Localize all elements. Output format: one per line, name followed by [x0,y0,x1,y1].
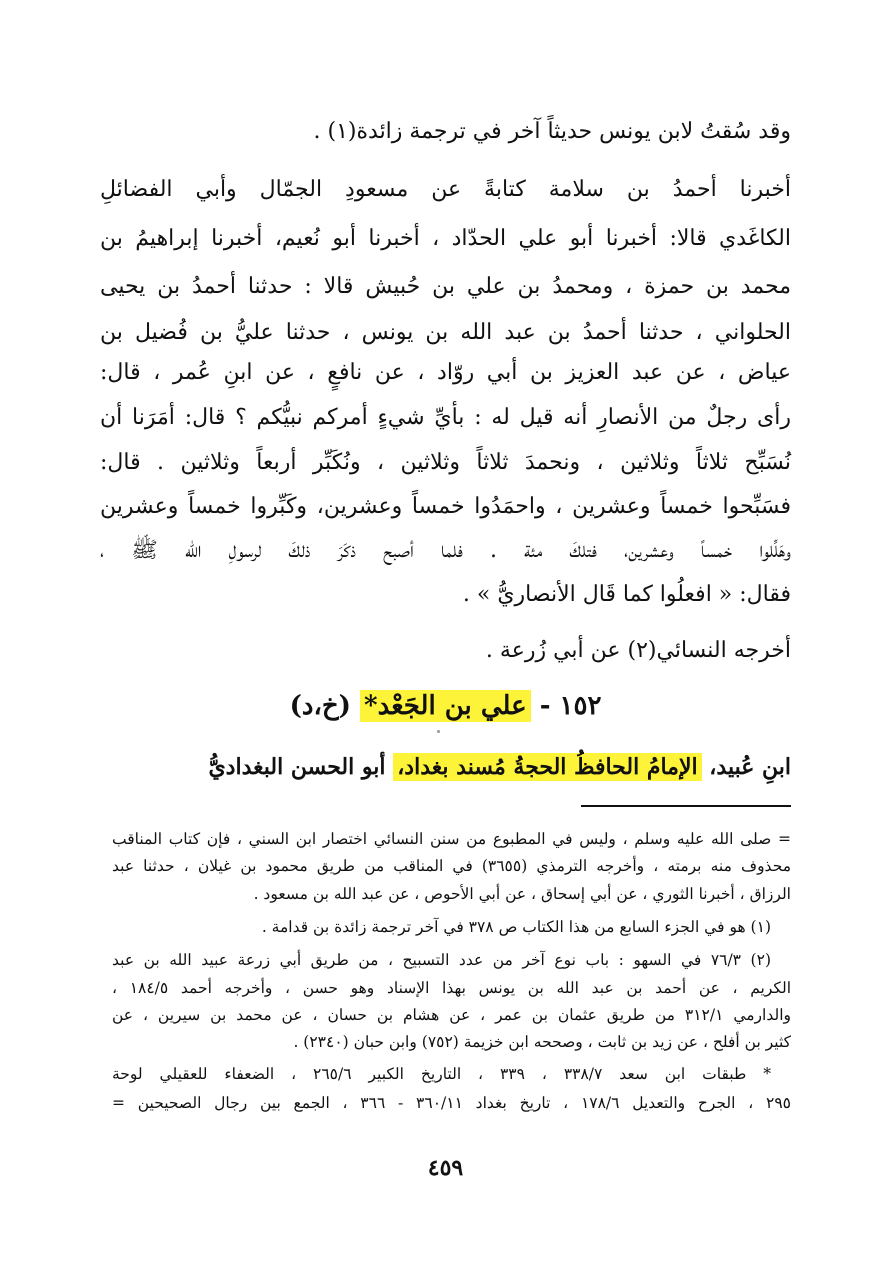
intro-line: وقد سُقتُ لابن يونس حديثاً آخر في ترجمة زائدة(١) . [313,119,791,144]
paragraph-line: الحلواني ، حدثنا أحمدُ بن عبد الله بن يونس ، حدثنا عليُّ بن فُضيل بن [100,320,791,345]
bio-highlight: الإمامُ الحافظُ الحجةُ مُسند بغداد، [393,753,701,781]
paragraph-line: فقال: « افعلُوا كما قَال الأنصاريُّ » . [462,582,791,607]
footnote-line: كثير بن أفلح ، عن زيد بن ثابت ، وصححه ابن خزيمة (٧٥٢) وابن حبان (٢٣٤٠) . [293,1033,791,1051]
paragraph-line: محمد بن حمزة ، ومحمدُ بن علي بن حُبيش قالا : حدثنا أحمدُ بن يحيى [100,274,791,299]
paragraph-line: أخبرنا أحمدُ بن سلامة كتابةً عن مسعودِ الجمّال وأبي الفضائلِ [100,177,791,202]
paragraph-line: الكاغَدي قالا: أخبرنا أبو علي الحدّاد ، أخبرنا أبو نُعيم، أخبرنا إبراهيمُ بن [100,226,791,251]
footnote-line: ٢٩٥ ، الجرح والتعديل ١٧٨/٦ ، تاريخ بغداد ٣٦٠/١١ - ٣٦٦ ، الجمع بين رجال الصحيحين = [112,1094,791,1112]
footnote-line: محذوف منه برمته ، وأخرجه الترمذي (٣٦٥٥) في المناقب من طريق محمود بن غيلان ، حدثنا عبد [112,857,791,875]
footnote-line: (١) هو في الجزء السابع من هذا الكتاب ص ٣٧٨ في آخر ترجمة زائدة بن قدامة . [261,918,771,936]
paragraph-line: وهَلِّلوا خمساً وعشرين، فتلكَ مئة . فلما أصبح ذكَرَ ذلكَ لرسولِ الله ﷺ ، [100,538,791,563]
ink-speck [437,730,440,733]
paragraph-line: رأى رجلٌ من الأنصارِ أنه قيل له : بأيِّ شيءٍ أمركم نبيُّكم ؟ قال: أمَرَنا أن [100,405,791,430]
entry-heading [0,686,891,726]
footnote-line: * طبقات ابن سعد ٣٣٨/٧ ، ٣٣٩ ، التاريخ الكبير ٢٦٥/٦ ، الضعفاء للعقيلي لوحة [112,1065,771,1083]
paragraph-line: نُسَبِّح ثلاثاً وثلاثين ، ونحمدَ ثلاثاً وثلاثين ، ونُكَبِّر أربعاً وثلاثين . قال: [100,450,791,475]
paragraph-line: عياض ، عن عبد العزيز بن أبي روّاد ، عن نافعٍ ، عن ابنِ عُمر ، قال: [100,360,791,385]
takhrij-line: أخرجه النسائي(٢) عن أبي زُرعة . [485,638,791,663]
footnote-line: والدارمي ٣١٢/١ من طريق عثمان بن عمر ، عن هشام بن حسان ، عن محمد بن سيرين ، عن [112,1006,792,1024]
footnote-line: (٢) ٧٦/٣ في السهو : باب نوع آخر من عدد التسبيح ، من طريق أبي زرعة عبيد الله بن عبد [112,951,771,969]
bio-line [100,752,791,782]
page-number: ٤٥٩ [427,1155,464,1181]
bio-prefix: ابنِ عُبيد، [709,754,791,780]
entry-codes: (خ،د) [289,691,351,721]
entry-number: ١٥٢ - [539,691,602,721]
entry-name-highlight: علي بن الجَعْد* [360,690,531,722]
footnote-divider [581,805,791,807]
footnote-line: = صلى الله عليه وسلم ، وليس في المطبوع من سنن النسائي اختصار ابن السني ، فإن كتاب المناقب [112,830,791,848]
bio-suffix: أبو الحسن البغداديُّ [208,754,386,780]
footnote-line: الرزاق ، أخبرنا الثوري ، عن أبي إسحاق ، عن أبي الأحوص ، عن عبد الله بن مسعود . [253,885,791,903]
paragraph-line: فسَبِّحوا خمساً وعشرين ، واحمَدُوا خمساً وعشرين، وكَبِّروا خمساً وعشرين [100,494,791,519]
footnote-line: الكريم ، عن أحمد بن عبد الله بن يونس بهذا الإسناد وهو حسن ، وأخرجه أحمد ١٨٤/٥ ، [112,979,791,997]
